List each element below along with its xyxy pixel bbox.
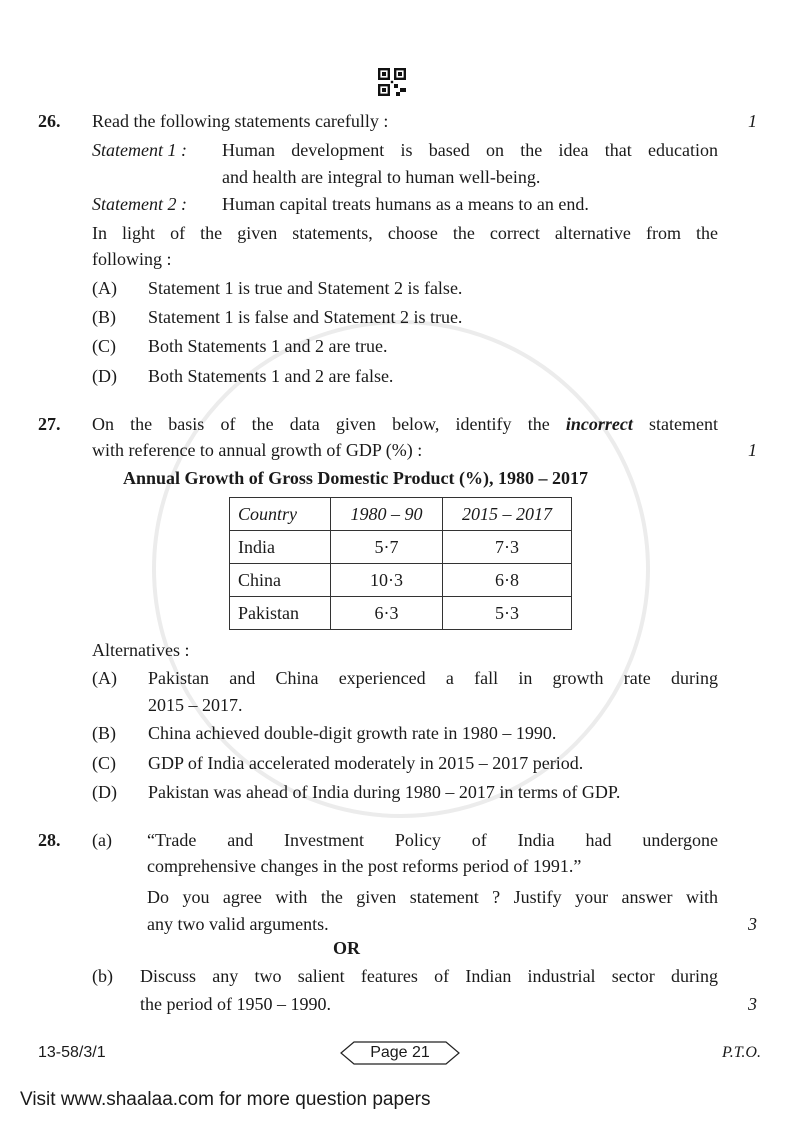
cell-country: India [230, 531, 331, 564]
q28-b-label: (b) [92, 966, 113, 986]
qr-code-icon [378, 68, 406, 96]
table-row [230, 531, 572, 564]
q27-option-a-line2: 2015 – 2017. [148, 695, 243, 715]
q26-option-d: Both Statements 1 and 2 are false. [148, 366, 394, 386]
pto-label: P.T.O. [722, 1044, 761, 1061]
q27-option-c-label: (C) [92, 753, 116, 773]
q27-option-d-label: (D) [92, 782, 117, 802]
alternatives-label: Alternatives : [92, 640, 190, 660]
statement-1-line1: Human development is based on the idea that education [222, 140, 718, 160]
q26-intro: Read the following statements carefully : [92, 111, 389, 131]
q27-line1-a: On the basis of the data given below, identify the [92, 414, 550, 434]
q27-incorrect-emphasis: incorrect [565, 414, 633, 434]
paper-code: 13-58/3/1 [38, 1044, 106, 1061]
q26-option-a-label: (A) [92, 278, 117, 298]
q28-a-label: (a) [92, 830, 112, 850]
q26-marks: 1 [748, 111, 757, 131]
cell-value: 10·3 [331, 564, 443, 597]
cell-country: Pakistan [230, 597, 331, 630]
page-number: Page 21 [370, 1044, 430, 1061]
q28-b-line2: the period of 1950 – 1990. [140, 994, 331, 1014]
cell-country: China [230, 564, 331, 597]
statement-1-line2: and health are integral to human well-being. [222, 167, 541, 187]
q28-a-marks: 3 [748, 914, 757, 934]
table-header-row [230, 498, 572, 531]
q28-a-line1: “Trade and Investment Policy of India had undergone [147, 830, 718, 850]
q26-option-b: Statement 1 is false and Statement 2 is true. [148, 307, 463, 327]
q26-option-a: Statement 1 is true and Statement 2 is false. [148, 278, 463, 298]
statement-2-label: Statement 2 : [92, 194, 187, 214]
q28-a-line4: any two valid arguments. [147, 914, 329, 934]
statement-2-text: Human capital treats humans as a means to an end. [222, 194, 589, 214]
cell-value: 6·3 [331, 597, 443, 630]
q27-line1-b: statement [649, 414, 719, 434]
q27-line2: with reference to annual growth of GDP (%) : [92, 440, 423, 460]
q26-option-b-label: (B) [92, 307, 116, 327]
q26-option-c-label: (C) [92, 336, 116, 356]
cell-value: 5·3 [443, 597, 572, 630]
or-divider: OR [333, 938, 360, 958]
q27-option-b: China achieved double-digit growth rate in 1980 – 1990. [148, 723, 557, 743]
statement-1-label: Statement 1 : [92, 140, 187, 160]
q27-option-a-line1: Pakistan and China experienced a fall in growth rate during [148, 668, 718, 688]
cell-value: 7·3 [443, 531, 572, 564]
header-country: Country [230, 498, 331, 531]
visit-shaalaa-link[interactable]: Visit www.shaalaa.com for more question papers [20, 1089, 431, 1110]
q28-b-marks: 3 [748, 994, 757, 1014]
table-row [230, 597, 572, 630]
q28-number: 28. [38, 830, 61, 850]
cell-value: 5·7 [331, 531, 443, 564]
q26-number: 26. [38, 111, 61, 131]
q27-marks: 1 [748, 440, 757, 460]
q28-b-line1: Discuss any two salient features of Indian industrial sector during [140, 966, 718, 986]
q27-option-d: Pakistan was ahead of India during 1980 – 2017 in terms of GDP. [148, 782, 621, 802]
q26-option-c: Both Statements 1 and 2 are true. [148, 336, 388, 356]
q26-option-d-label: (D) [92, 366, 117, 386]
q27-option-a-label: (A) [92, 668, 117, 688]
header-1980-90: 1980 – 90 [331, 498, 443, 531]
header-2015-2017: 2015 – 2017 [443, 498, 572, 531]
q27-line1 [92, 413, 718, 435]
q27-option-c: GDP of India accelerated moderately in 2015 – 2017 period. [148, 753, 584, 773]
q27-option-b-label: (B) [92, 723, 116, 743]
q26-prompt-line1: In light of the given statements, choose the correct alternative from the [92, 223, 718, 243]
table-title: Annual Growth of Gross Domestic Product (%), 1980 – 2017 [123, 468, 588, 488]
gdp-table [229, 497, 572, 630]
q28-a-line2: comprehensive changes in the post reforms period of 1991.” [147, 856, 582, 876]
q26-prompt-line2: following : [92, 249, 172, 269]
table-row [230, 564, 572, 597]
q28-a-line3: Do you agree with the given statement ? Justify your answer with [147, 887, 718, 907]
q27-number: 27. [38, 414, 61, 434]
cell-value: 6·8 [443, 564, 572, 597]
